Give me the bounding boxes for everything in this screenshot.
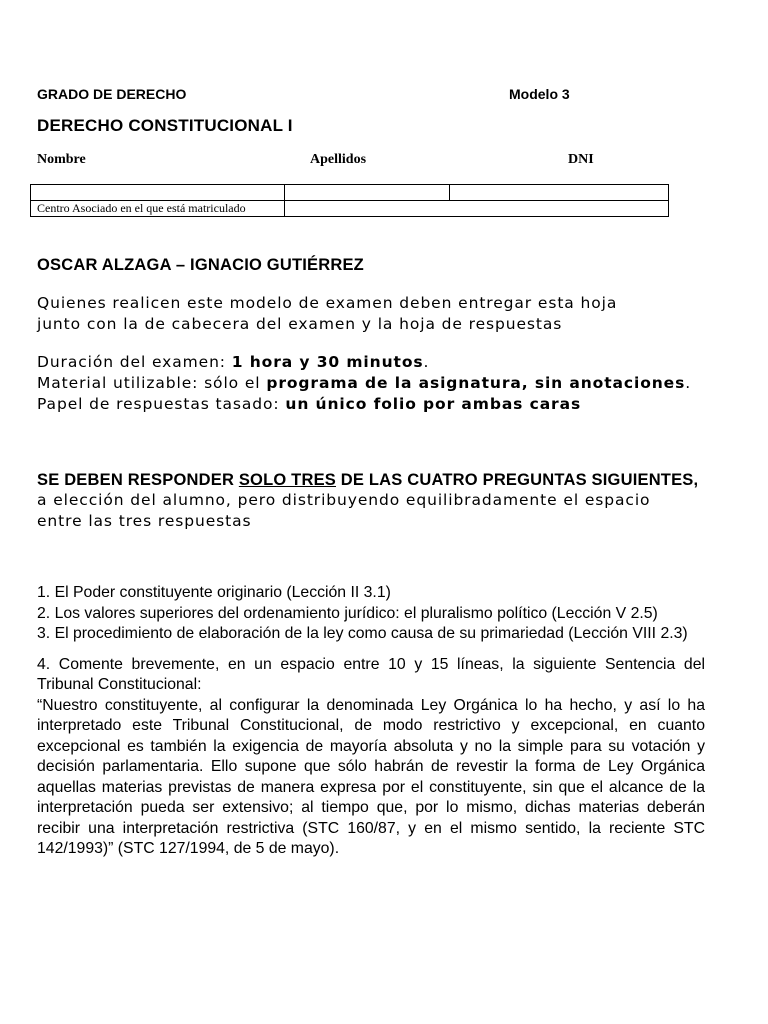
centro-field[interactable] [285,201,669,217]
duration-label: Duración del examen: [37,353,232,371]
instructions-line-2: a elección del alumno, pero distribuyendo equilibradamente el espacio [37,491,651,509]
instructions-part-2: DE LAS CUATRO PREGUNTAS SIGUIENTES, [336,471,699,489]
question-4-quote: “Nuestro constituyente, al configurar la denominada Ley Orgánica lo ha hecho, y así lo ha interpretado este Tribunal Constitucional, de modo restrictivo y excepcional, en cuanto excepcional es también la exigencia de mayoría absoluta y no la simple para su votación y decisión parlamentaria. Ello supone que sólo habrán de revestir la forma de Ley Orgánica aquellas materias previstas de manera expresa por el constituyente, sin que el alcance de la interpretación pueda ser extensivo; al tiempo que, por lo mismo, dichas materias deberán recibir una interpretación restrictiva (STC 160/87, y en el mismo sentido, la reciente STC 142/1993)” (STC 127/1994, de 5 de mayo). [37,696,705,857]
instructions-heading [37,470,705,490]
question-4: 4. Comente brevemente, en un espacio entre 10 y 15 líneas, la siguiente Sentencia del Tribunal Constitucional: [37,655,705,693]
material-period: . [685,374,692,392]
subject-title: DERECHO CONSTITUCIONAL I [37,116,293,135]
question-list [37,583,705,860]
instructions-underlined: SOLO TRES [238,471,336,489]
intro-line-2: junto con la de cabecera del examen y la hoja de respuestas [37,315,563,333]
student-form-table [30,184,669,217]
material-label: Material utilizable: sólo el [37,374,267,392]
centro-label: Centro Asociado en el que está matriculado [31,201,285,217]
nombre-label: Nombre [37,152,86,167]
duration-line [37,352,705,373]
question-2: 2. Los valores superiores del ordenamiento jurídico: el pluralismo político (Lección V 2.5) [37,604,658,622]
duration-period: . [423,353,430,371]
question-1: 1. El Poder constituyente originario (Lección II 3.1) [37,584,391,601]
authors: OSCAR ALZAGA – IGNACIO GUTIÉRREZ [37,256,364,274]
instructions [37,470,705,532]
intro-text [37,293,677,335]
apellidos-label: Apellidos [310,152,367,167]
paper-line [37,394,705,415]
exam-conditions [37,352,705,415]
nombre-field[interactable] [31,185,285,201]
instructions-line-3: entre las tres respuestas [37,512,252,530]
instructions-part-1: SE DEBEN RESPONDER [37,471,239,489]
material-line [37,373,705,394]
paper-label: Papel de respuestas tasado: [37,395,286,413]
intro-line-1: Quienes realicen este modelo de examen deben entregar esta hoja [37,294,618,312]
exam-model: Modelo 3 [509,86,570,102]
material-value: programa de la asignatura, sin anotaciones [266,374,686,392]
paper-value: un único folio por ambas caras [285,395,582,413]
dni-label: DNI [568,152,594,167]
dni-field[interactable] [450,185,669,201]
question-3: 3. El procedimiento de elaboración de la ley como causa de su primariedad (Lección VIII 2.3) [37,625,688,642]
apellidos-field[interactable] [285,185,450,201]
degree-title: GRADO DE DERECHO [37,86,187,102]
duration-value: 1 hora y 30 minutos [231,353,424,371]
